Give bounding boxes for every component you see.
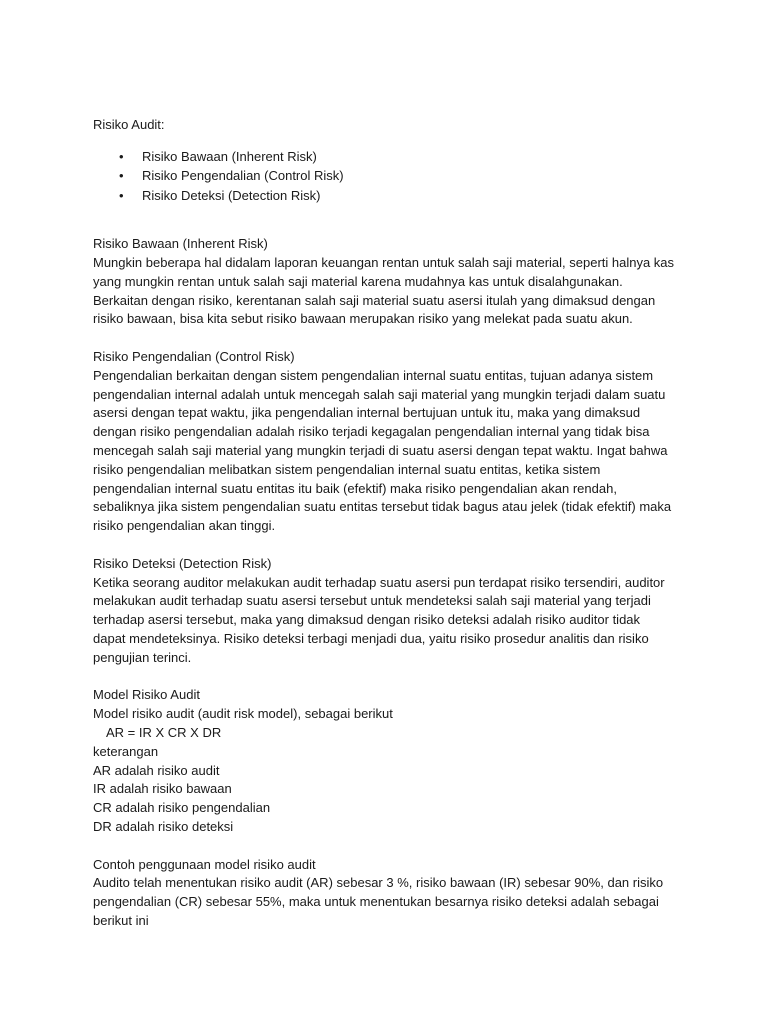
paragraph-line: sebaliknya jika sistem pengendalian suatu entitas tersebut tidak bagus atau jelek (tidak efektif) maka [93,499,672,515]
paragraph-line: Mungkin beberapa hal didalam laporan keuangan rentan untuk salah saji material, seperti halnya kas [93,255,675,271]
example-section [93,856,693,931]
paragraph-line: keterangan [93,743,159,759]
inherent-risk-section [93,235,693,329]
paragraph-line: pengendalian internal suatu entitas itu baik (efektif) maka risiko pengendalian akan rendah, [93,480,617,496]
bullet-icon: • [119,148,124,164]
section-heading: Risiko Pengendalian (Control Risk) [93,349,295,365]
document-page [93,116,693,931]
detection-risk-section [93,555,693,668]
paragraph-line: risiko pengendalian akan tinggi. [93,518,276,534]
risk-formula: AR = IR X CR X DR [106,725,222,741]
section-heading: Risiko Bawaan (Inherent Risk) [93,236,268,252]
paragraph-line: Pengendalian berkaitan dengan sistem pengendalian internal suatu entitas, tujuan adanya sistem [93,367,654,383]
paragraph-line: pengendalian internal adalah untuk mencegah salah saji material yang mungkin terjadi dalam suatu [93,386,666,402]
paragraph-line: risiko pengendalian melibatkan sistem pengendalian internal suatu entitas, ketika sistem [93,461,601,477]
bullet-icon: • [119,168,124,184]
section-heading: Model Risiko Audit [93,687,200,703]
control-risk-section [93,348,693,536]
paragraph-line: pengendalian (CR) sebesar 55%, maka untuk menentukan besarnya risiko deteksi adalah sebagai [93,894,659,910]
audit-risk-model-section [93,686,693,836]
paragraph-line: dengan risiko pengendalian adalah risiko terjadi kegagalan pengendalian internal yang tidak bisa [93,424,650,440]
paragraph-line: risiko bawaan, bisa kita sebut risiko bawaan merupakan risiko yang melekat pada suatu akun. [93,311,633,327]
list-item: • Risiko Bawaan (Inherent Risk) [93,147,693,167]
bullet-icon: • [119,187,124,203]
paragraph-line: yang mungkin rentan untuk salah saji material karena mudahnya kas untuk disalahgunakan. [93,273,623,289]
paragraph-line: melakukan audit terhadap suatu asersi tersebut untuk mendeteksi salah saji material yang terjadi [93,593,651,609]
paragraph-line: Ketika seorang auditor melakukan audit terhadap suatu asersi pun terdapat risiko tersendiri, auditor [93,574,665,590]
paragraph-line: CR adalah risiko pengendalian [93,800,271,816]
paragraph-line: AR adalah risiko audit [93,762,220,778]
paragraph-line: terhadap asersi tersebut, maka yang dimaksud dengan risiko deteksi adalah risiko auditor tidak [93,612,641,628]
paragraph-line: dapat mendeteksinya. Risiko deteksi terbagi menjadi dua, yaitu risiko prosedur analitis dan risiko [93,631,649,647]
paragraph-line: Audito telah menentukan risiko audit (AR) sebesar 3 %, risiko bawaan (IR) sebesar 90%, dan risiko [93,875,664,891]
paragraph-line: Model risiko audit (audit risk model), sebagai berikut [93,706,393,722]
paragraph-line: asersi dengan tepat waktu, jika pengendalian internal bertujuan untuk itu, maka yang dimaksud [93,405,641,421]
paragraph-line: berikut ini [93,912,149,928]
paragraph-line: mencegah salah saji material yang mungkin terjadi di suatu asersi dengan tepat waktu. Ingat bahwa [93,443,668,459]
list-item: • Risiko Pengendalian (Control Risk) [93,166,693,186]
section-heading: Contoh penggunaan model risiko audit [93,856,316,872]
paragraph-line: IR adalah risiko bawaan [93,781,232,797]
section-heading: Risiko Deteksi (Detection Risk) [93,555,272,571]
paragraph-line: Berkaitan dengan risiko, kerentanan salah saji material suatu asersi itulah yang dimaksud dengan [93,292,656,308]
paragraph-line: DR adalah risiko deteksi [93,819,234,834]
list-item: • Risiko Deteksi (Detection Risk) [93,186,693,206]
intro-title: Risiko Audit: [93,117,165,132]
risk-type-list [93,147,693,206]
paragraph-line: pengujian terinci. [93,649,192,665]
